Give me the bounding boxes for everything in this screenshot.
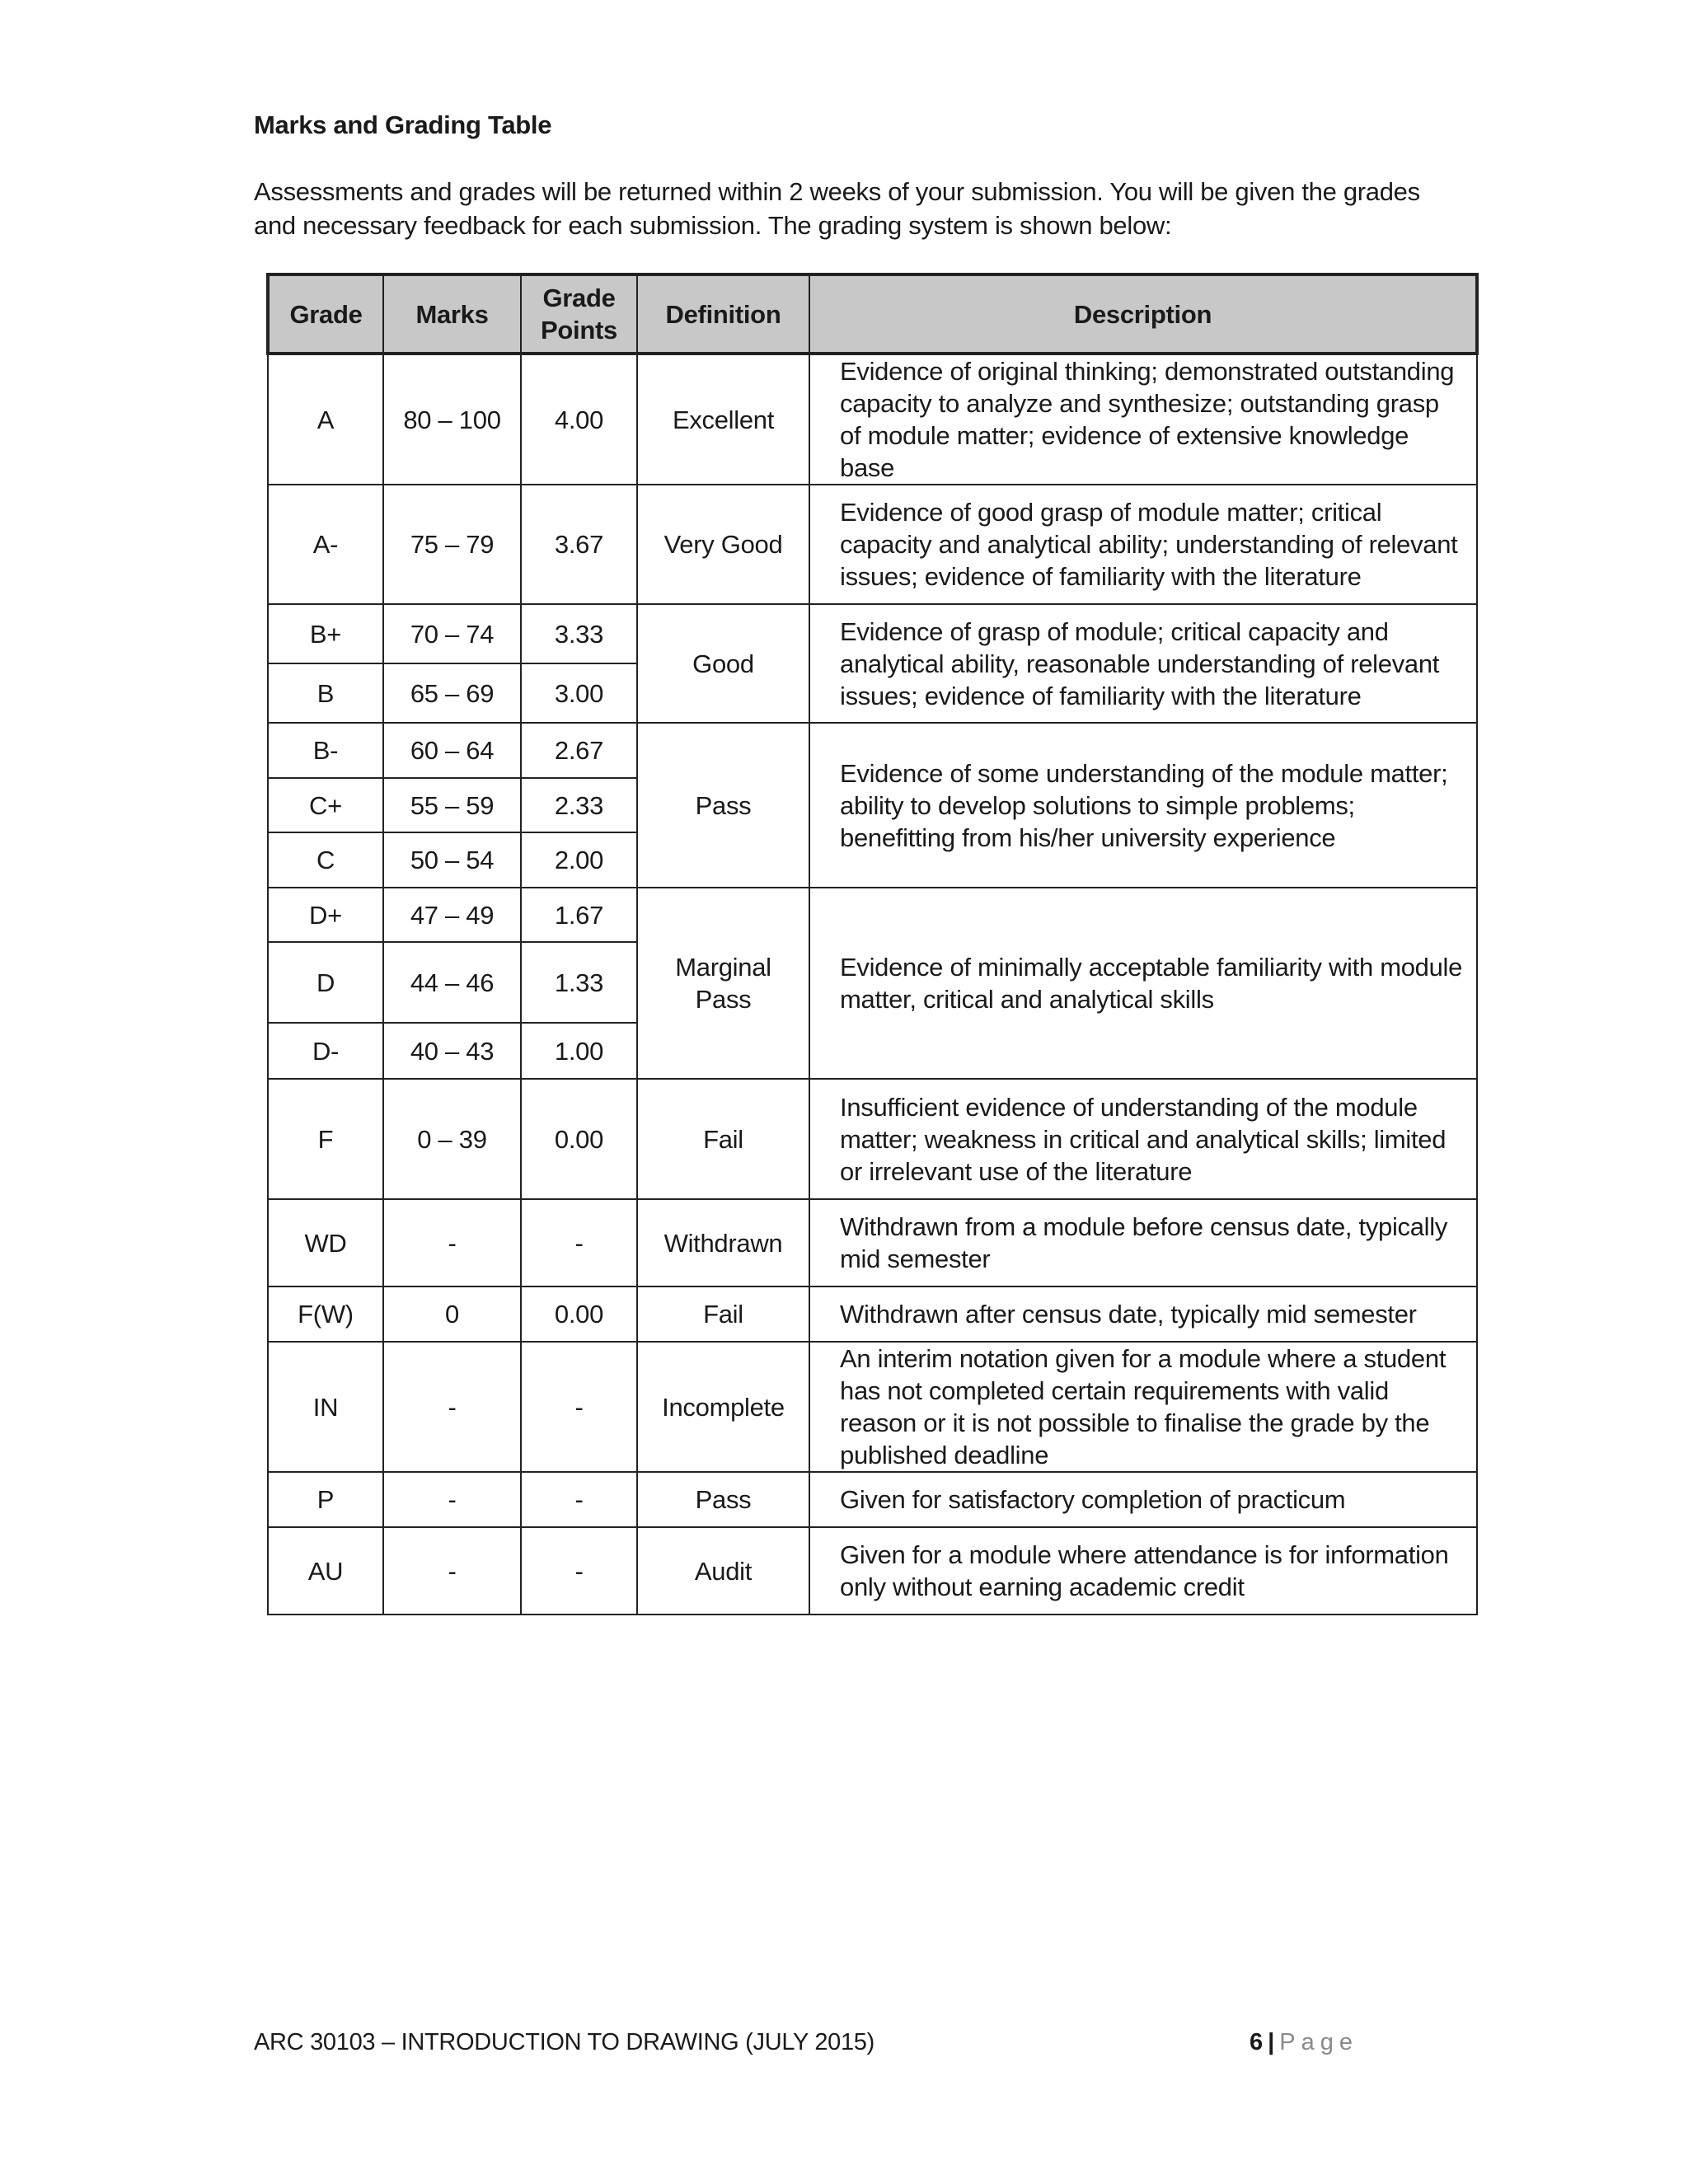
marks-cell: 40 – 43 — [383, 1023, 521, 1079]
definition-cell: Very Good — [637, 485, 809, 604]
page-label: Page — [1279, 2029, 1358, 2055]
table-row — [268, 1079, 1477, 1199]
table-row — [268, 1342, 1477, 1472]
grade-cell: B — [268, 663, 383, 723]
points-cell: 1.33 — [521, 942, 637, 1023]
points-cell: 3.00 — [521, 663, 637, 723]
marks-cell: 47 – 49 — [383, 888, 521, 942]
description-cell: An interim notation given for a module where a student has not completed certain requirements with valid reason or it is not possible to finalise the grade by the published deadline — [809, 1342, 1477, 1472]
intro-line: Assessments and grades will be returned within 2 weeks of your submission. You will be given the grades — [254, 177, 1420, 206]
grade-cell: D — [268, 942, 383, 1023]
definition-cell: Fail — [637, 1079, 809, 1199]
grade-cell: A- — [268, 485, 383, 604]
grade-cell: D- — [268, 1023, 383, 1079]
marks-cell: 70 – 74 — [383, 604, 521, 663]
points-cell: 0.00 — [521, 1286, 637, 1342]
header-marks: Marks — [383, 274, 521, 354]
marks-cell: 60 – 64 — [383, 723, 521, 778]
marks-cell: 50 – 54 — [383, 832, 521, 888]
description-cell: Evidence of grasp of module; critical capacity and analytical ability, reasonable understanding of relevant issues; evidence of familiarity with the literature — [809, 604, 1477, 723]
footer-page-indicator — [1250, 2029, 1358, 2056]
points-cell: - — [521, 1472, 637, 1527]
section-heading: Marks and Grading Table — [254, 110, 552, 139]
grade-cell: A — [268, 354, 383, 485]
description-cell: Given for satisfactory completion of practicum — [809, 1472, 1477, 1527]
grade-cell: C+ — [268, 778, 383, 832]
points-cell: 3.67 — [521, 485, 637, 604]
definition-cell: Audit — [637, 1527, 809, 1615]
definition-cell: Withdrawn — [637, 1199, 809, 1286]
description-cell: Evidence of some understanding of the module matter; ability to develop solutions to simple problems; benefitting from his/her university experience — [809, 723, 1477, 888]
points-cell: 2.67 — [521, 723, 637, 778]
grade-cell: B- — [268, 723, 383, 778]
definition-cell: Pass — [637, 723, 809, 888]
table-row — [268, 354, 1477, 485]
definition-cell: Incomplete — [637, 1342, 809, 1472]
marks-cell: 75 – 79 — [383, 485, 521, 604]
definition-cell: Excellent — [637, 354, 809, 485]
points-cell: 2.33 — [521, 778, 637, 832]
marks-cell: 0 – 39 — [383, 1079, 521, 1199]
description-cell: Evidence of minimally acceptable familiarity with module matter, critical and analytical skills — [809, 888, 1477, 1079]
table-row — [268, 723, 1477, 778]
marks-cell: 0 — [383, 1286, 521, 1342]
grade-cell: F — [268, 1079, 383, 1199]
marks-cell: 44 – 46 — [383, 942, 521, 1023]
points-cell: - — [521, 1342, 637, 1472]
marks-cell: 80 – 100 — [383, 354, 521, 485]
page-number: 6 — [1250, 2029, 1264, 2055]
footer-course-title: ARC 30103 – INTRODUCTION TO DRAWING (JULY 2015) — [254, 2029, 874, 2055]
header-grade-points: Grade Points — [521, 274, 637, 354]
description-cell: Evidence of good grasp of module matter; critical capacity and analytical ability; understanding of relevant issues; evidence of familiarity with the literature — [809, 485, 1477, 604]
points-cell: - — [521, 1527, 637, 1615]
points-cell: 1.00 — [521, 1023, 637, 1079]
table-row — [268, 604, 1477, 663]
table-row — [268, 1286, 1477, 1342]
table-header-row — [268, 274, 1477, 354]
points-cell: 0.00 — [521, 1079, 637, 1199]
description-cell: Insufficient evidence of understanding of the module matter; weakness in critical and analytical skills; limited or irrelevant use of the literature — [809, 1079, 1477, 1199]
grade-cell: F(W) — [268, 1286, 383, 1342]
intro-line: and necessary feedback for each submission. The grading system is shown below: — [254, 211, 1172, 240]
marks-cell: - — [383, 1527, 521, 1615]
table-row — [268, 1199, 1477, 1286]
points-cell: 3.33 — [521, 604, 637, 663]
page-separator: | — [1268, 2029, 1275, 2055]
marks-cell: - — [383, 1342, 521, 1472]
description-cell: Evidence of original thinking; demonstrated outstanding capacity to analyze and synthesize; outstanding grasp of module matter; evidence of extensive knowledge base — [809, 354, 1477, 485]
grade-cell: D+ — [268, 888, 383, 942]
points-cell: - — [521, 1199, 637, 1286]
header-description: Description — [809, 274, 1477, 354]
description-cell: Withdrawn after census date, typically mid semester — [809, 1286, 1477, 1342]
marks-cell: 65 – 69 — [383, 663, 521, 723]
grade-cell: P — [268, 1472, 383, 1527]
table-row — [268, 888, 1477, 942]
definition-cell: Good — [637, 604, 809, 723]
points-cell: 2.00 — [521, 832, 637, 888]
grade-cell: AU — [268, 1527, 383, 1615]
definition-cell: Fail — [637, 1286, 809, 1342]
points-cell: 1.67 — [521, 888, 637, 942]
description-cell: Withdrawn from a module before census date, typically mid semester — [809, 1199, 1477, 1286]
description-cell: Given for a module where attendance is for information only without earning academic credit — [809, 1527, 1477, 1615]
table-row — [268, 1527, 1477, 1615]
marks-cell: - — [383, 1199, 521, 1286]
table-row — [268, 1472, 1477, 1527]
grade-cell: B+ — [268, 604, 383, 663]
marks-cell: - — [383, 1472, 521, 1527]
points-cell: 4.00 — [521, 354, 637, 485]
grading-table — [266, 273, 1479, 1615]
definition-cell: Marginal Pass — [637, 888, 809, 1079]
definition-cell: Pass — [637, 1472, 809, 1527]
grade-cell: C — [268, 832, 383, 888]
grade-cell: WD — [268, 1199, 383, 1286]
grade-cell: IN — [268, 1342, 383, 1472]
marks-cell: 55 – 59 — [383, 778, 521, 832]
table-row — [268, 485, 1477, 604]
header-definition: Definition — [637, 274, 809, 354]
intro-paragraph — [254, 175, 1449, 242]
header-grade: Grade — [268, 274, 383, 354]
